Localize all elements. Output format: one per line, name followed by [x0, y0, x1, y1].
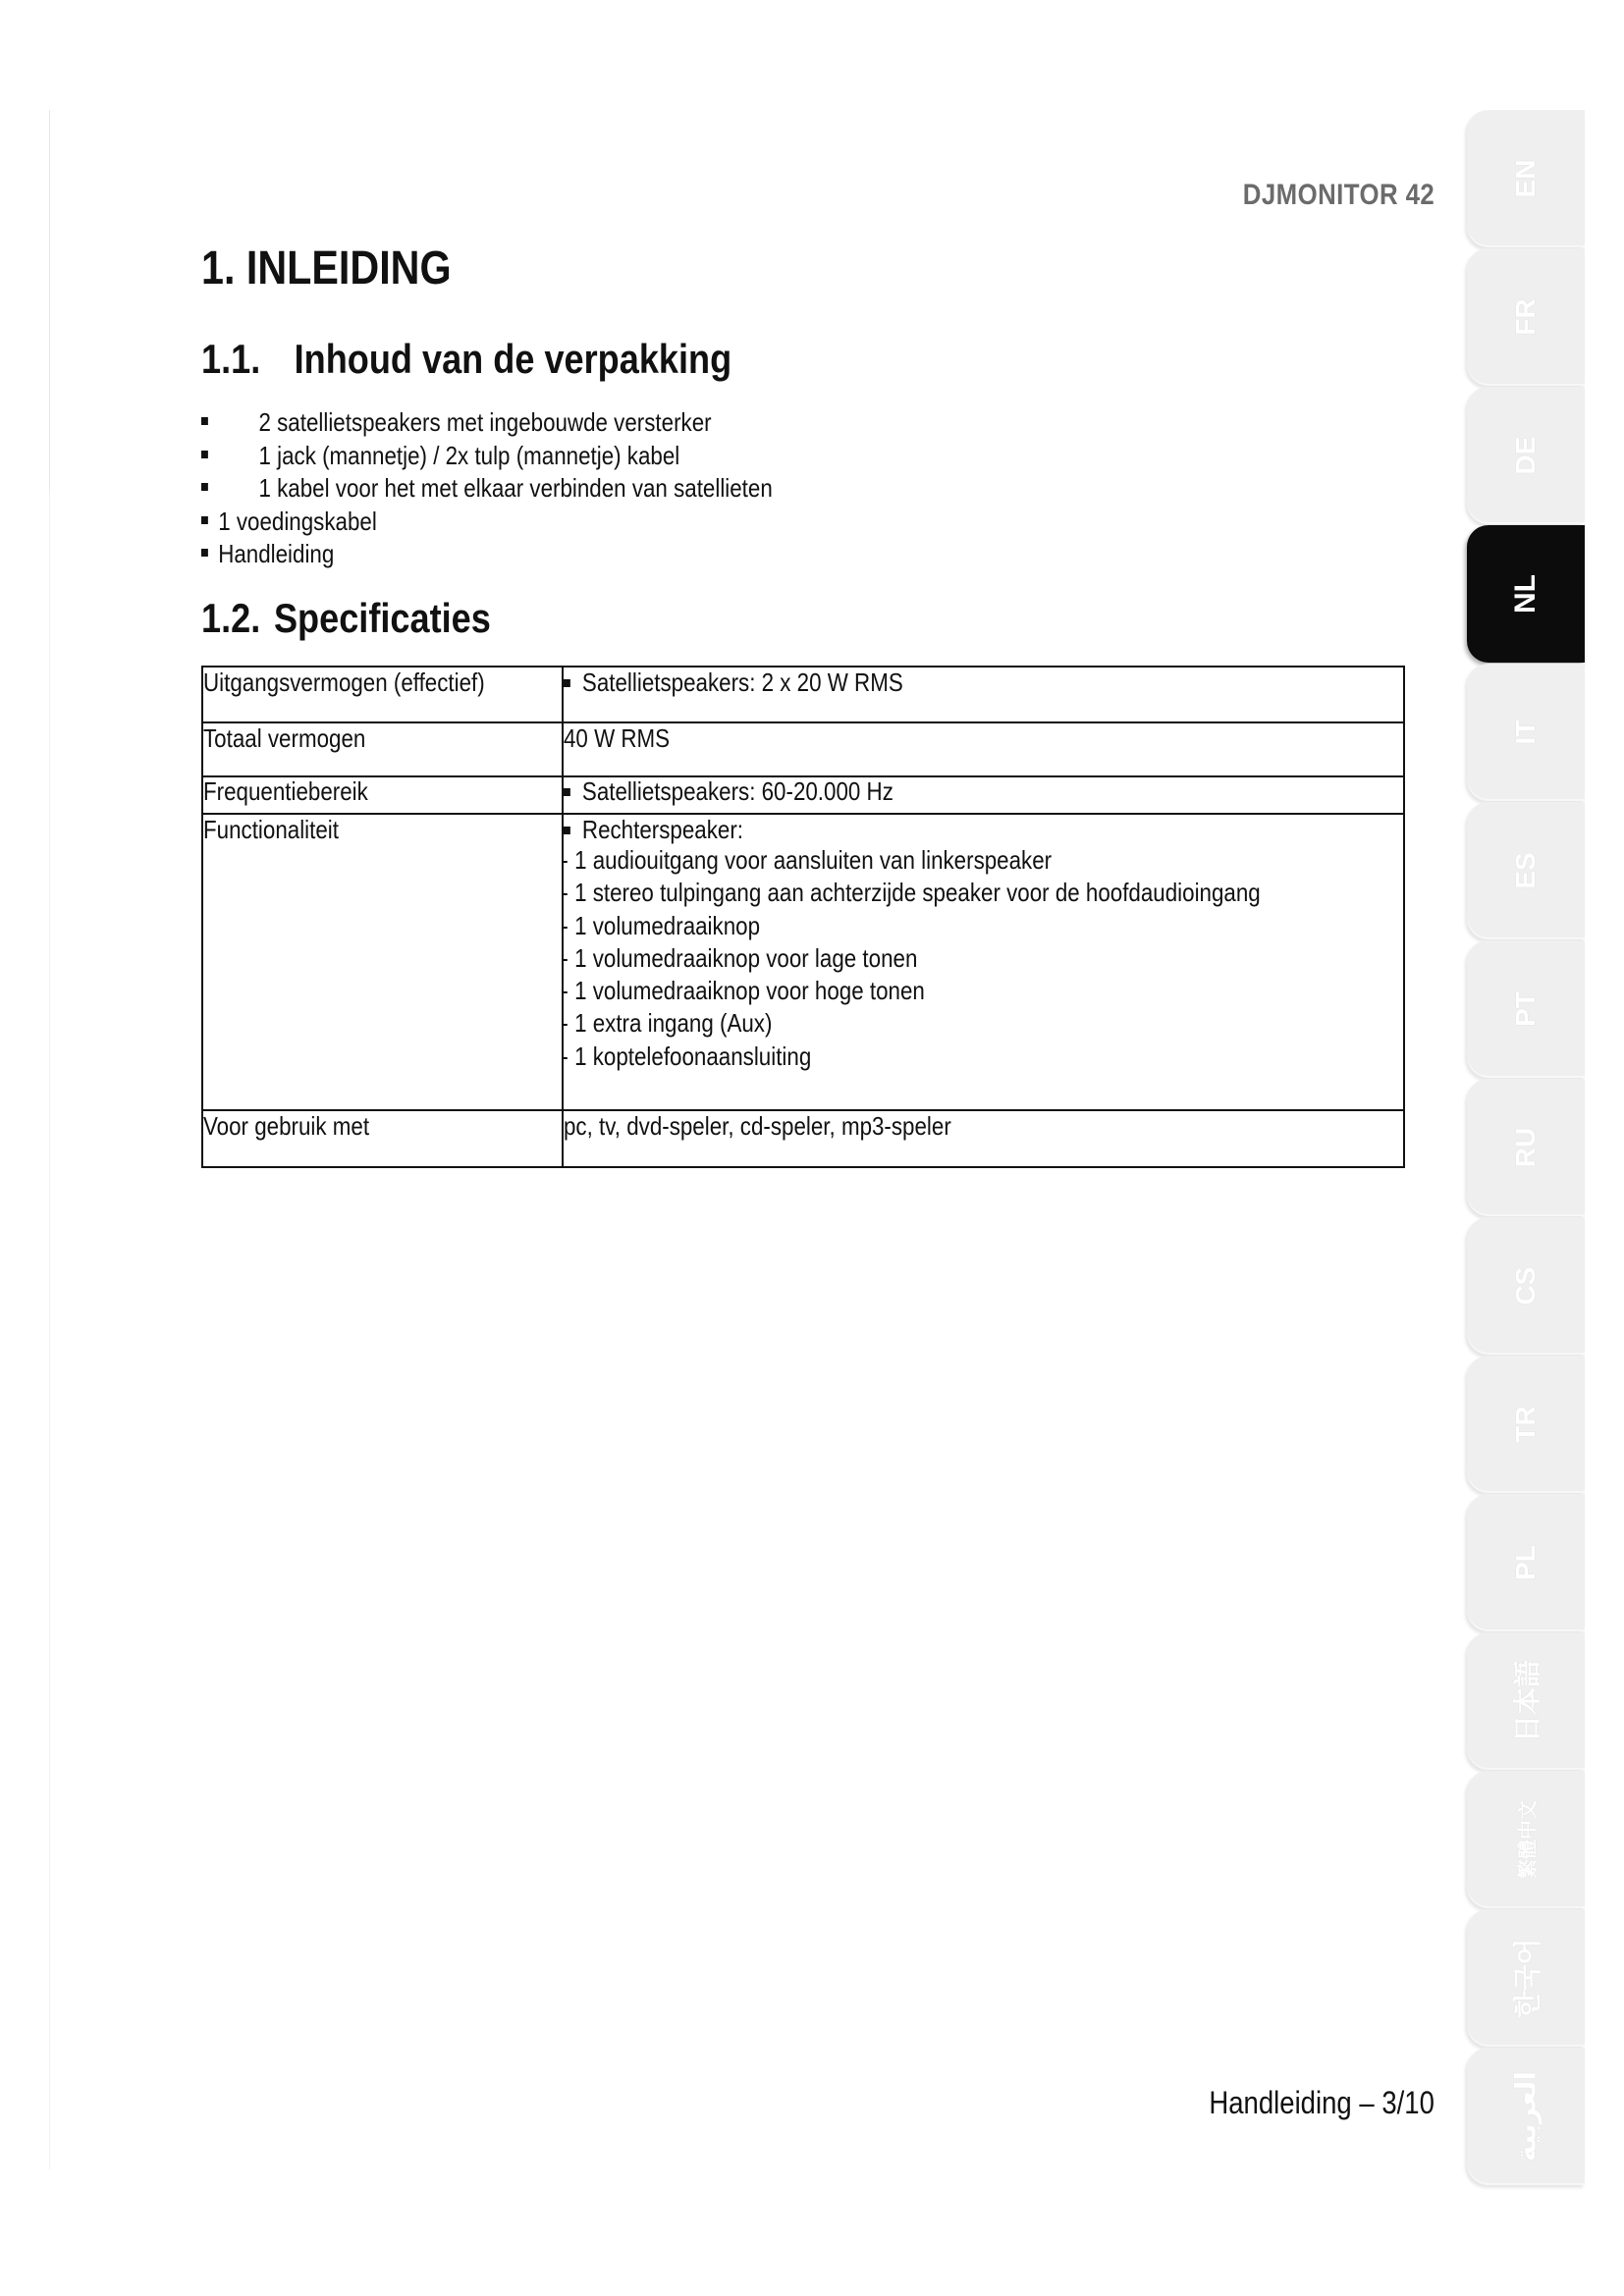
list-item: 1 kabel voor het met elkaar verbinden van satellieten: [201, 472, 773, 506]
section-title: Inhoud van de verpakking: [294, 336, 732, 382]
table-row: [202, 776, 1404, 814]
spec-label-cell: Uitgangsvermogen (effectief): [202, 667, 563, 722]
spec-value-cell: Rechterspeaker: - 1 audiouitgang voor aansluiten van linkerspeaker - 1 stereo tulpingang aan achterzijde speaker voor de hoofdaudioingang - 1 volumedraaiknop - 1 volumedraaiknop voor lage tonen - 1 volumedraaiknop voor hoge tonen - 1 extra ingang (Aux) - 1 koptelefoonaansluiting: [563, 814, 1404, 1110]
page-footer: Handleiding – 3/10: [1209, 2085, 1435, 2120]
language-tab-ru[interactable]: RU: [1467, 1079, 1585, 1216]
feature-line: - 1 stereo tulpingang aan achterzijde speaker voor de hoofdaudioingang: [561, 878, 1261, 908]
section-title: INLEIDING: [245, 242, 452, 294]
section-number: 1.2.: [201, 595, 261, 641]
bullet-icon: [201, 483, 208, 491]
feature-line: - 1 volumedraaiknop voor hoge tonen: [561, 976, 925, 1006]
language-tab-ar[interactable]: العربية: [1467, 2048, 1585, 2185]
section-number: 1.: [201, 242, 236, 294]
feature-line: - 1 audiouitgang voor aansluiten van linkerspeaker: [561, 845, 1053, 875]
section-number: 1.1.: [201, 336, 261, 382]
table-row: [202, 814, 1404, 1110]
list-item: 1 jack (mannetje) / 2x tulp (mannetje) kabel: [201, 440, 773, 473]
spec-label-cell: Totaal vermogen: [202, 722, 563, 776]
list-item: Handleiding: [201, 538, 773, 571]
spec-value-cell: pc, tv, dvd-speler, cd-speler, mp3-speler: [563, 1110, 1404, 1167]
package-contents-list: [201, 406, 865, 571]
bullet-icon: [201, 516, 208, 524]
language-tab-ja[interactable]: 日本語: [1467, 1632, 1585, 1770]
language-tab-pt[interactable]: PT: [1467, 940, 1585, 1078]
section-heading-1: [201, 241, 452, 295]
bullet-icon: [564, 827, 570, 834]
language-tab-nl[interactable]: NL: [1467, 525, 1585, 663]
feature-line: - 1 koptelefoonaansluiting: [561, 1041, 812, 1071]
spec-value-cell: 40 W RMS: [563, 722, 1404, 776]
spec-value-cell: Satellietspeakers: 60-20.000 Hz: [563, 776, 1404, 814]
language-tab-cs[interactable]: CS: [1467, 1217, 1585, 1355]
section-heading-1-2: [201, 595, 491, 642]
language-tab-en[interactable]: EN: [1467, 110, 1585, 247]
spec-label-cell: Voor gebruik met: [202, 1110, 563, 1167]
bullet-icon: [564, 788, 570, 796]
language-tab-ko[interactable]: 한국어: [1467, 1909, 1585, 2047]
page-margin-line: [49, 491, 50, 2169]
spec-label-cell: Functionaliteit: [202, 814, 563, 1110]
bullet-icon: [201, 549, 208, 557]
table-row: [202, 667, 1404, 722]
language-tab-it[interactable]: IT: [1467, 664, 1585, 801]
language-tab-zh[interactable]: 繁體中文: [1467, 1771, 1585, 1908]
product-title: DJMONITOR 42: [1242, 179, 1435, 211]
table-row: [202, 1110, 1404, 1167]
spec-value-cell: Satellietspeakers: 2 x 20 W RMS: [563, 667, 1404, 722]
section-title: Specificaties: [273, 595, 491, 641]
language-tab-de[interactable]: DE: [1467, 387, 1585, 524]
language-tab-pl[interactable]: PL: [1467, 1494, 1585, 1631]
feature-line: - 1 volumedraaiknop voor lage tonen: [561, 942, 918, 973]
feature-line: - 1 volumedraaiknop: [561, 910, 761, 940]
section-heading-1-1: [201, 336, 731, 383]
bullet-icon: [201, 451, 208, 458]
feature-line: - 1 extra ingang (Aux): [561, 1008, 773, 1039]
spec-label-cell: Frequentiebereik: [202, 776, 563, 814]
list-item: 2 satellietspeakers met ingebouwde versterker: [201, 406, 773, 440]
language-tab-tr[interactable]: TR: [1467, 1356, 1585, 1493]
table-row: [202, 722, 1404, 776]
bullet-icon: [201, 417, 208, 425]
bullet-icon: [564, 679, 570, 687]
specifications-table: [201, 666, 1405, 1168]
page-margin-line: [49, 110, 50, 532]
language-tab-fr[interactable]: FR: [1467, 248, 1585, 386]
language-tab-es[interactable]: ES: [1467, 802, 1585, 939]
list-item: 1 voedingskabel: [201, 506, 773, 539]
